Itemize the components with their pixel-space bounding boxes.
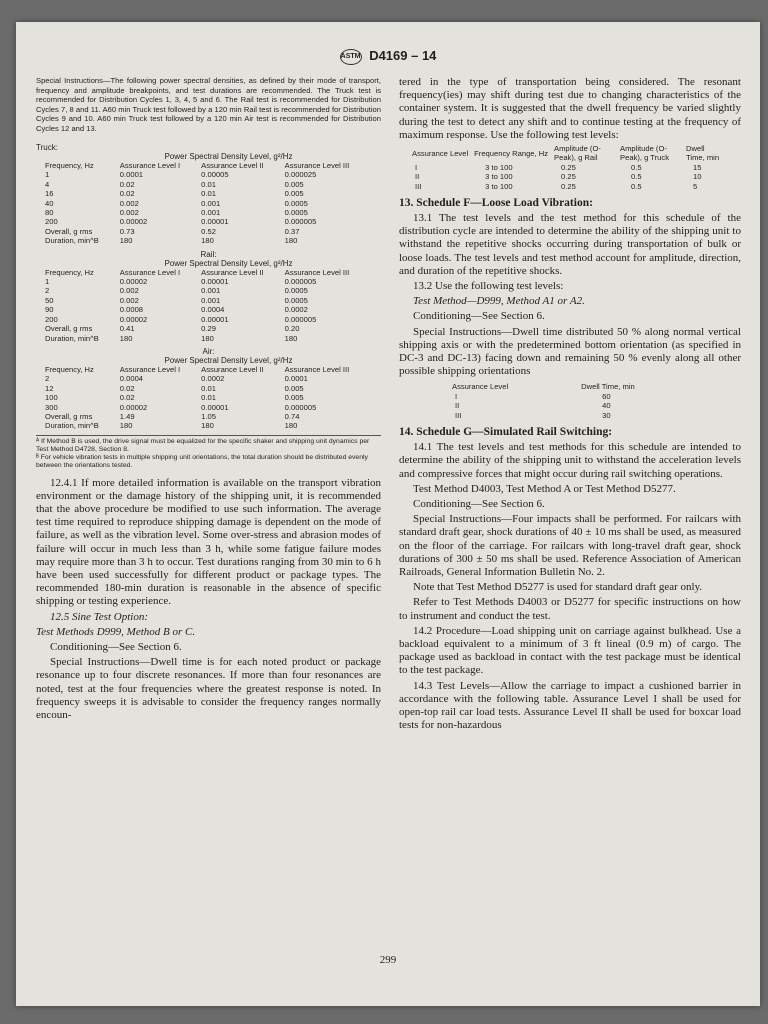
page-header xyxy=(16,48,760,65)
table-cell: 0.0001 xyxy=(119,170,144,180)
table-cell: Duration, min^B xyxy=(45,333,99,343)
table-cell: I xyxy=(455,391,458,401)
air-table-title: Power Spectral Density Level, g²/Hz xyxy=(164,355,293,365)
special-instructions-psd: Special Instructions—The following power spectral densities, as defined by their mode of transport, frequency and amplitude breakpoints, and test durations are recommended. The Truck test is recommended for Distribution Cycles 1, 3, 4, 5 and 6. The Rail test is recommended for Distribution Cycles 7, 8 and 11. A60 min Truck test followed by a 120 min Rail test is recommended for Distribution Cycles 9 and 10. A60 min Truck test followed by a 120 min Air test is recommended for Distribution Cycles 12 and 13. xyxy=(36,76,381,133)
table-cell: 0.00001 xyxy=(201,277,229,287)
table-cell: 40 xyxy=(45,198,54,208)
para-14-1: 14.1 The test levels and test methods for this schedule are intended to determine the ability of the shipping unit to withstand the acceleration levels and compressive forces that might occur during rail switching operations. xyxy=(399,441,741,480)
table-cell: 4 xyxy=(45,179,50,189)
table-cell: 0.5 xyxy=(631,181,642,191)
table-cell: 90 xyxy=(45,305,54,315)
table-header-cell: Assurance Level III xyxy=(284,364,350,374)
table-row xyxy=(42,421,352,430)
table-cell: Duration, min^B xyxy=(45,421,99,431)
table-row xyxy=(409,182,725,191)
table-cell: 0.01 xyxy=(201,383,216,393)
table-row xyxy=(42,286,352,295)
table-cell: 180 xyxy=(201,333,214,343)
table-cell: 0.0002 xyxy=(201,374,225,384)
table-row xyxy=(42,180,352,189)
para-14-1-refer: Refer to Test Methods D4003 or D5277 for specific instructions on how to instrument and conduct the test. xyxy=(399,596,741,622)
table-row xyxy=(42,374,352,383)
table-cell: 2 xyxy=(45,286,50,296)
table-cell: 16 xyxy=(45,189,54,199)
table-cell: 0.20 xyxy=(284,324,300,334)
table-cell: 40 xyxy=(602,401,611,411)
section-13-title: 13. Schedule F—Loose Load Vibration: xyxy=(399,197,593,210)
table-cell: 0.00002 xyxy=(119,314,148,324)
table-cell: 180 xyxy=(119,421,133,431)
sine-test-table xyxy=(409,144,725,191)
footnote-a: ᴬ If Method B is used, the drive signal must be equalized for the specific shaker and shipping unit dynamics per Test Method D4728, Section 8. xyxy=(36,437,370,453)
para-13-1: 13.1 The test levels and the test method for this schedule of the distribution cycle are intended to determine the ability of the shipping unit to withstand the repetitive shocks occurring during transportation of bulk or loose loads. The test levels and test method account for amplitude, direction, and duration of the repetitive shocks. xyxy=(399,212,741,277)
table-cell: 0.01 xyxy=(201,393,216,403)
sine-header: Assurance Level xyxy=(412,148,469,158)
table-cell: 0.73 xyxy=(119,226,135,236)
table-footnotes xyxy=(36,435,381,471)
table-cell: 180 xyxy=(201,236,214,246)
para-12-5-special: Special Instructions—Dwell time is for each noted product or package resonance up to four discrete resonances. If more than four resonances are noted, test at the four frequencies where the greatest response is noted. In frequency sweeps it is advisable to consider the frequency ranges normally encoun- xyxy=(36,656,381,722)
para-12-4-1: 12.4.1 If more detailed information is available on the transport vibration environment or the damage history of the shipping unit, it is recommended that the above procedure be modified to use such information. The average test time required to reproduce shipping damage is dependent on the mode of failure, as well as the vibration level. Some over-stress and abrasion modes of failure will occur in much less than 3 h, while some fatigue failure modes may require more than 3 h to occur. Test durations ranging from 30 min to 6 h have been used successfully for different product or package types. The recommended 180-min duration is reasonable in the absence of specific shipping or testing experience. xyxy=(36,476,381,608)
table-row xyxy=(449,411,638,420)
para-12-5-conditioning: Conditioning—See Section 6. xyxy=(50,641,182,653)
table-cell: 0.5 xyxy=(631,162,642,172)
table-cell: 0.000005 xyxy=(284,277,317,287)
table-cell: 10 xyxy=(693,172,702,182)
sine-header: Dwell Time, min xyxy=(686,144,720,163)
sine-header: Amplitude (O-Peak), g Rail xyxy=(554,144,601,163)
table-cell: 0.5 xyxy=(631,172,642,182)
table-cell: 200 xyxy=(45,314,58,324)
table-cell: 0.002 xyxy=(119,208,139,218)
table-cell: 0.001 xyxy=(201,286,221,296)
table-cell: 0.005 xyxy=(284,189,304,199)
table-cell: 0.02 xyxy=(119,383,135,393)
table-row xyxy=(409,163,725,172)
table-row xyxy=(42,217,352,226)
air-psd-table xyxy=(42,365,352,431)
table-cell: 0.002 xyxy=(119,198,139,208)
table-cell: 0.001 xyxy=(201,198,221,208)
table-row xyxy=(409,172,725,181)
designation: D4169 – 14 xyxy=(369,48,437,63)
table-header-cell: Frequency, Hz xyxy=(45,267,94,277)
table-header-cell: Assurance Level II xyxy=(201,161,264,170)
table-cell: 0.29 xyxy=(201,324,216,334)
table-cell: 0.52 xyxy=(201,226,216,236)
table-cell: 0.002 xyxy=(119,295,139,305)
page-number: 299 xyxy=(379,954,397,966)
section-14-title: 14. Schedule G—Simulated Rail Switching: xyxy=(399,426,613,439)
dwell-header: Assurance Level xyxy=(452,382,509,392)
table-cell: Overall, g rms xyxy=(45,411,93,421)
table-cell: 30 xyxy=(602,410,611,420)
table-cell: 0.00002 xyxy=(119,402,148,412)
table-header-cell: Frequency, Hz xyxy=(45,161,94,170)
table-cell: 80 xyxy=(45,208,54,218)
table-row xyxy=(42,324,352,333)
table-cell: 3 to 100 xyxy=(485,162,513,172)
para-continued: tered in the type of transportation being considered. The resonant frequency(ies) may shift during test due to changing characteristics of the container system. It is suggested that the dwell frequency be varied slightly during the test to detect any shift and to continue testing at the frequency of maximum response. Use the following test levels: xyxy=(399,76,741,141)
para-12-5-method: Test Methods D999, Method B or C. xyxy=(36,625,196,638)
table-cell: I xyxy=(415,162,418,172)
para-14-3: 14.3 Test Levels—Allow the carriage to impact a cushioned barrier in accordance with the following table. Assurance Level I shall be used for open-top rail car load tests. Assurance Level II shall be used for boxcar load tests for non-hazardous xyxy=(399,679,741,732)
table-header-cell: Assurance Level I xyxy=(119,364,181,374)
table-cell: 0.000005 xyxy=(284,217,317,227)
table-cell: 180 xyxy=(119,333,133,343)
table-cell: 0.00002 xyxy=(119,277,148,287)
rail-label: Rail: xyxy=(200,249,217,259)
table-header-cell: Assurance Level III xyxy=(284,267,350,277)
table-cell: III xyxy=(415,181,422,191)
section-14-body xyxy=(399,441,741,732)
table-row xyxy=(42,236,352,245)
sine-header: Frequency Range, Hz xyxy=(474,148,549,158)
table-header-cell: Frequency, Hz xyxy=(45,364,94,374)
table-cell: III xyxy=(455,410,462,420)
table-row xyxy=(42,384,352,393)
left-column xyxy=(36,76,381,724)
table-cell: 0.25 xyxy=(561,172,576,182)
document-page xyxy=(16,22,760,1006)
table-cell: Overall, g rms xyxy=(45,324,93,334)
section-13-body xyxy=(399,212,741,378)
table-cell: 0.001 xyxy=(201,208,221,218)
table-cell: 1 xyxy=(45,170,50,180)
astm-logo: ASTM xyxy=(340,49,362,65)
table-cell: Overall, g rms xyxy=(45,226,93,236)
sine-header: Amplitude (O-Peak), g Truck xyxy=(620,144,669,163)
para-13-2-conditioning: Conditioning—See Section 6. xyxy=(413,310,545,323)
table-cell: 0.000005 xyxy=(284,402,317,412)
table-cell: 200 xyxy=(45,217,58,227)
table-cell: 3 to 100 xyxy=(485,172,513,182)
table-cell: 180 xyxy=(284,333,298,343)
table-row xyxy=(42,403,352,412)
table-cell: 0.01 xyxy=(201,179,216,189)
table-cell: 0.0002 xyxy=(284,305,308,315)
table-cell: 0.0005 xyxy=(284,208,308,218)
table-cell: 60 xyxy=(602,391,611,401)
table-row xyxy=(42,199,352,208)
dwell-time-table xyxy=(449,382,638,420)
table-cell: 0.0005 xyxy=(284,286,308,296)
table-cell: Duration, min^B xyxy=(45,236,99,246)
table-cell: II xyxy=(415,172,420,182)
table-cell: 0.000025 xyxy=(284,170,317,180)
air-label: Air: xyxy=(202,346,215,356)
table-row xyxy=(42,315,352,324)
table-header-cell: Assurance Level II xyxy=(201,364,264,374)
footnote-b: ᴮ For vehicle vibration tests in multiple shipping unit orientations, the total duration should be distributed evenly between the orientations tested. xyxy=(36,454,368,470)
table-row xyxy=(42,296,352,305)
table-cell: 0.74 xyxy=(284,411,300,421)
table-row xyxy=(42,227,352,236)
para-14-2: 14.2 Procedure—Load shipping unit on carriage against bulkhead. Use a backload equivalent to a minimum of 3 ft lineal (0.9 m) of cargo. The package used as backload in contact with the test package must be identical to the test package. xyxy=(399,624,741,677)
table-cell: 1.49 xyxy=(119,411,135,421)
table-cell: 0.0005 xyxy=(284,295,308,305)
table-cell: 100 xyxy=(45,393,58,403)
left-body-text xyxy=(36,477,381,723)
table-cell: 0.001 xyxy=(201,295,221,305)
table-header-cell: Assurance Level I xyxy=(119,267,181,277)
table-cell: 0.00001 xyxy=(201,314,229,324)
table-cell: 0.0008 xyxy=(119,305,144,315)
table-cell: 0.37 xyxy=(284,226,300,236)
para-14-1-conditioning: Conditioning—See Section 6. xyxy=(413,497,545,510)
truck-table-title: Power Spectral Density Level, g²/Hz xyxy=(164,152,293,161)
table-row xyxy=(42,393,352,402)
table-cell: 180 xyxy=(201,421,214,431)
para-14-1-method: Test Method D4003, Test Method A or Test Method D5277. xyxy=(413,482,676,495)
table-cell: 0.0005 xyxy=(284,198,308,208)
table-header-cell: Assurance Level III xyxy=(284,161,350,170)
table-row xyxy=(449,401,638,410)
table-row xyxy=(449,392,638,401)
table-cell: 0.005 xyxy=(284,179,304,189)
table-cell: 0.00001 xyxy=(201,217,229,227)
table-cell: 1.05 xyxy=(201,411,216,421)
rail-psd-table xyxy=(42,268,352,343)
table-cell: 0.00002 xyxy=(119,217,148,227)
table-cell: 0.02 xyxy=(119,179,135,189)
table-cell: 0.25 xyxy=(561,162,576,172)
table-row xyxy=(42,412,352,421)
rail-table-title: Power Spectral Density Level, g²/Hz xyxy=(164,258,293,268)
table-cell: 0.25 xyxy=(561,181,576,191)
table-cell: 3 to 100 xyxy=(485,181,513,191)
table-cell: II xyxy=(455,401,460,411)
table-cell: 180 xyxy=(119,236,133,246)
table-row xyxy=(42,277,352,286)
table-row xyxy=(42,189,352,198)
table-row xyxy=(42,305,352,314)
table-cell: 0.02 xyxy=(119,393,135,403)
right-body-top xyxy=(399,76,741,142)
table-cell: 50 xyxy=(45,295,54,305)
table-header-cell: Assurance Level I xyxy=(119,161,181,170)
para-12-5: 12.5 Sine Test Option: xyxy=(50,610,148,623)
para-13-2: 13.2 Use the following test levels: xyxy=(413,280,564,293)
table-cell: 0.0001 xyxy=(284,374,308,384)
para-13-2-method: Test Method—D999, Method A1 or A2. xyxy=(413,295,585,308)
table-cell: 0.00001 xyxy=(201,402,229,412)
table-row xyxy=(42,170,352,179)
table-cell: 0.01 xyxy=(201,189,216,199)
right-column xyxy=(399,76,741,734)
table-cell: 2 xyxy=(45,374,50,384)
table-cell: 180 xyxy=(284,421,298,431)
truck-psd-table xyxy=(42,161,352,246)
table-cell: 300 xyxy=(45,402,58,412)
table-cell: 12 xyxy=(45,383,54,393)
table-cell: 180 xyxy=(284,236,298,246)
table-cell: 0.00005 xyxy=(201,170,229,180)
table-row xyxy=(42,208,352,217)
table-cell: 0.005 xyxy=(284,383,304,393)
table-cell: 0.000005 xyxy=(284,314,317,324)
table-cell: 1 xyxy=(45,277,50,287)
truck-label: Truck: xyxy=(36,143,58,152)
table-cell: 0.002 xyxy=(119,286,139,296)
para-14-1-special: Special Instructions—Four impacts shall be performed. For railcars with standard draft gear, shock durations of 40 ± 10 ms shall be used, as measured on the floor of the carriage. For railcars with long-travel draft gear, shock durations of 300 ± 50 ms shall be used. Reference Association of American Railroads, General Information Bulletin No. 2. xyxy=(399,513,741,578)
table-row xyxy=(42,334,352,343)
table-cell: 0.005 xyxy=(284,393,304,403)
table-cell: 0.0004 xyxy=(201,305,225,315)
para-13-2-special: Special Instructions—Dwell time distributed 50 % along normal vertical shipping axis or with the predetermined bottom orientation (as specified in DC-3 and DC-13) facing down and remaining 50 % evenly along all other possible shipping orientations xyxy=(399,325,741,378)
table-cell: 15 xyxy=(693,162,702,172)
table-cell: 5 xyxy=(693,181,698,191)
dwell-header: Dwell Time, min xyxy=(581,382,635,392)
para-14-1-note: Note that Test Method D5277 is used for standard draft gear only. xyxy=(413,581,703,594)
table-header-cell: Assurance Level II xyxy=(201,267,264,277)
table-cell: 0.0004 xyxy=(119,374,144,384)
table-cell: 0.02 xyxy=(119,189,135,199)
table-cell: 0.41 xyxy=(119,324,135,334)
